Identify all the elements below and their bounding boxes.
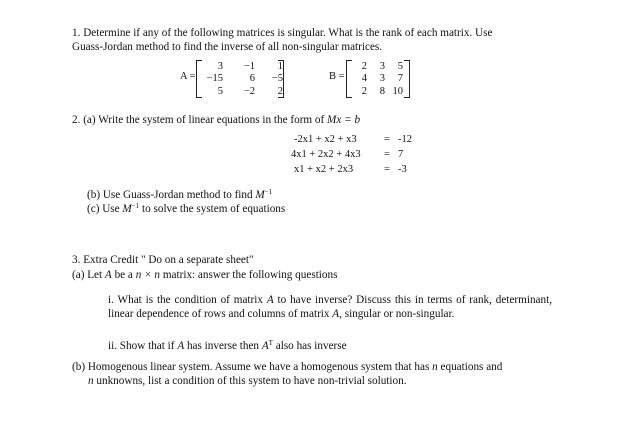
- matrix-a-cell: 6: [249, 73, 255, 85]
- equation-1-equals: =: [384, 134, 390, 145]
- matrix-a-cell: −1: [243, 61, 255, 72]
- q1-line-2: Guass-Jordan method to find the inverse of all non-singular matrices.: [72, 41, 383, 53]
- equation-1-lhs: -2x1 + x2 + x3: [294, 134, 357, 145]
- matrix-b-cell: 3: [379, 73, 385, 85]
- q2-intro: 2. (a) Write the system of linear equations in the form of Mx = b: [72, 114, 361, 126]
- matrix-b-cell: 10: [392, 85, 403, 97]
- matrix-b-cell: 5: [397, 61, 403, 72]
- matrix-a-cell: −2: [243, 85, 255, 97]
- matrix-b-label: B =: [329, 71, 345, 82]
- matrix-b-cell: 2: [361, 61, 367, 72]
- matrix-b-cell: 7: [397, 73, 403, 85]
- matrix-b: [346, 60, 410, 98]
- matrix-b-cell: 4: [361, 73, 367, 85]
- equation-2-equals: =: [384, 149, 390, 160]
- q3-part-b: (b) Homogenous linear system. Assume we have a homogenous system that has n equations and n unknowns, list a condition of this system to have non-trivial solution.: [72, 361, 503, 387]
- equation-2-rhs: 7: [398, 149, 404, 160]
- matrix-b-cell: 3: [379, 61, 385, 72]
- q3-part-a: (a) Let A be a n × n matrix: answer the following questions: [72, 269, 338, 281]
- matrix-a-cell: 1: [277, 61, 283, 72]
- matrix-a-cell: −15: [206, 73, 223, 85]
- q1-line-1: 1. Determine if any of the following matrices is singular. What is the rank of each matrix. Use: [72, 27, 493, 39]
- matrix-a-cell: 2: [277, 85, 283, 97]
- q2-part-c: (c) Use $M^{-1}$ to solve the system of equations: [87, 202, 286, 215]
- equation-2-lhs: 4x1 + 2x2 + 4x3: [291, 149, 361, 160]
- matrix-a-label: A =: [180, 71, 196, 82]
- matrix-a-cell: 3: [217, 61, 223, 72]
- q3-part-a-ii: ii. Show that if A has inverse then $A^T$ also has inverse: [108, 339, 347, 352]
- equation-1-rhs: -12: [398, 134, 412, 145]
- matrix-a-cell: 5: [217, 85, 223, 97]
- matrix-b-cell: 8: [379, 85, 385, 97]
- equation-3-equals: =: [384, 164, 390, 175]
- matrix-a: [196, 60, 284, 98]
- matrix-b-cell: 2: [361, 85, 367, 97]
- matrix-a-cell: −5: [271, 73, 283, 85]
- equation-3-rhs: -3: [398, 164, 407, 175]
- q3-part-a-i: i. What is the condition of matrix A to have inverse? Discuss this in terms of rank, determinant, linear dependence of rows and columns of matrix A, singular or non-singular.: [108, 294, 553, 320]
- q2-part-b: (b) Use Guass-Jordan method to find $M^{-1}$: [87, 188, 273, 201]
- equation-3-lhs: x1 + x2 + 2x3: [294, 164, 354, 175]
- q3-title: 3. Extra Credit " Do on a separate sheet": [72, 254, 254, 266]
